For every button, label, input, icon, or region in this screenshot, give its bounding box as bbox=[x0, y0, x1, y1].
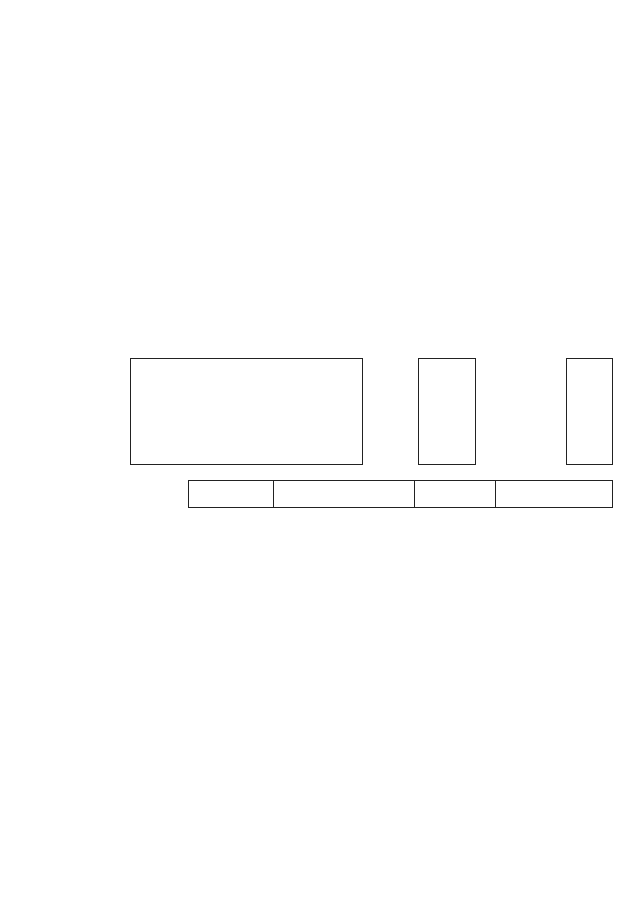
function-code bbox=[418, 358, 476, 465]
origin-code-cell bbox=[415, 481, 496, 508]
origin-borrowed bbox=[274, 481, 415, 508]
origin-original bbox=[189, 481, 252, 508]
qualification-level bbox=[566, 358, 613, 465]
function-name bbox=[130, 358, 363, 465]
origin-table bbox=[188, 480, 613, 508]
origin-mark bbox=[251, 481, 274, 508]
origin-reg-cell bbox=[496, 481, 613, 508]
